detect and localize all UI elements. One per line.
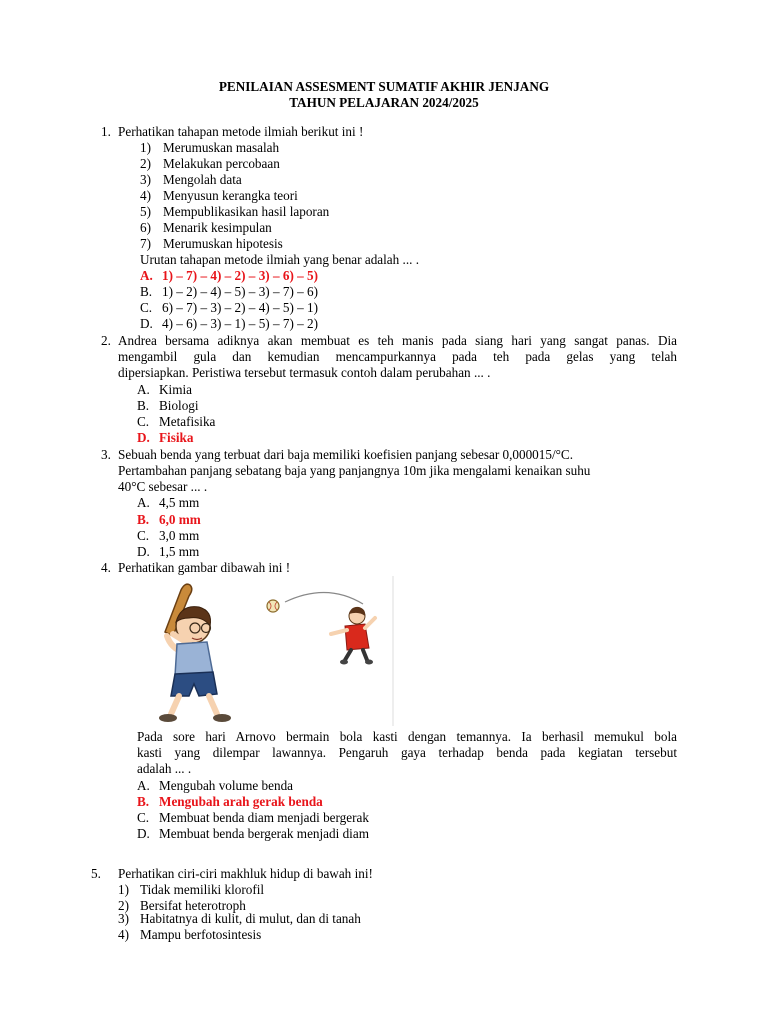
option-letter: A. xyxy=(137,382,150,397)
step-text: Merumuskan masalah xyxy=(163,140,280,155)
passage-line: Pada sore hari Arnovo bermain bola kasti dengan temannya. Ia berhasil memukul bola xyxy=(137,729,677,744)
option-text: Mengubah volume benda xyxy=(159,778,294,793)
option-letter: D. xyxy=(140,316,153,331)
option-text: Biologi xyxy=(159,398,199,413)
option-letter-correct: A. xyxy=(140,268,153,283)
option-letter: A. xyxy=(137,778,150,793)
step-number: 6) xyxy=(140,220,151,235)
question-stem-line: Pertambahan panjang sebatang baja yang panjangnya 10m jika mengalami kenaikan suhu xyxy=(118,463,591,478)
step-number: 2) xyxy=(140,156,151,171)
option-letter: C. xyxy=(140,300,153,315)
question-stem-line: Andrea bersama adiknya akan membuat es teh manis pada siang hari yang sangat panas. Dia xyxy=(118,333,677,348)
question-number: 1. xyxy=(101,124,111,139)
ball-icon xyxy=(267,600,279,612)
option-text: 1) – 2) – 4) – 5) – 3) – 7) – 6) xyxy=(162,284,319,299)
option-text: 1,5 mm xyxy=(159,544,200,559)
question-stem-line: dipersiapkan. Peristiwa tersebut termasuk contoh dalam perubahan ... . xyxy=(118,365,491,380)
option-text-correct: Mengubah arah gerak benda xyxy=(159,794,323,809)
step-text: Merumuskan hipotesis xyxy=(163,236,283,251)
step-number: 5) xyxy=(140,204,151,219)
step-text: Melakukan percobaan xyxy=(163,156,280,171)
option-text: Membuat benda bergerak menjadi diam xyxy=(159,826,369,841)
item-number: 2) xyxy=(118,898,129,913)
option-letter: A. xyxy=(137,495,150,510)
step-number: 7) xyxy=(140,236,151,251)
passage-line: adalah ... . xyxy=(137,761,192,776)
step-text: Mempublikasikan hasil laporan xyxy=(163,204,330,219)
step-text: Menyusun kerangka teori xyxy=(163,188,298,203)
item-text: Tidak memiliki klorofil xyxy=(140,882,265,897)
step-number: 4) xyxy=(140,188,151,203)
question-stem: Perhatikan tahapan metode ilmiah berikut ini ! xyxy=(118,124,364,139)
option-text-correct: Fisika xyxy=(159,430,194,445)
question-stem-line: mengambil gula dan kemudian mencampurkannya pada teh pada gelas yang telah xyxy=(118,349,677,364)
step-number: 3) xyxy=(140,172,151,187)
question-stem: Perhatikan ciri-ciri makhluk hidup di bawah ini! xyxy=(118,866,373,881)
question-stem: Perhatikan gambar dibawah ini ! xyxy=(118,560,291,575)
step-number: 1) xyxy=(140,140,151,155)
option-letter: C. xyxy=(137,414,150,429)
option-text: Kimia xyxy=(159,382,192,397)
question-number: 5. xyxy=(91,866,101,881)
question-stem-line: Sebuah benda yang terbuat dari baja memiliki koefisien panjang sebesar 0,000015/°C. xyxy=(118,447,573,462)
item-text: Habitatnya di kulit, di mulut, dan di tanah xyxy=(140,911,361,926)
option-letter: B. xyxy=(140,284,153,299)
question-number: 3. xyxy=(101,447,111,462)
step-text: Mengolah data xyxy=(163,172,242,187)
document-title: PENILAIAN ASSESMENT SUMATIF AKHIR JENJANG xyxy=(218,79,550,94)
option-letter: C. xyxy=(137,810,150,825)
question-stem-line: 40°C sebesar ... . xyxy=(118,479,208,494)
option-text-correct: 1) – 7) – 4) – 2) – 3) – 6) – 5) xyxy=(162,268,319,283)
question-number: 2. xyxy=(101,333,111,348)
passage-line: kasti yang dilempar lawannya. Pengaruh gaya terhadap benda pada kegiatan tersebut xyxy=(137,745,677,760)
option-letter: B. xyxy=(137,398,150,413)
option-text: Metafisika xyxy=(159,414,216,429)
option-text: 3,0 mm xyxy=(159,528,200,543)
option-letter-correct: D. xyxy=(137,430,150,445)
option-letter-correct: B. xyxy=(137,794,150,809)
option-text-correct: 6,0 mm xyxy=(159,512,201,527)
option-text: Membuat benda diam menjadi bergerak xyxy=(159,810,369,825)
option-text: 6) – 7) – 3) – 2) – 4) – 5) – 1) xyxy=(162,300,319,315)
question-prompt: Urutan tahapan metode ilmiah yang benar adalah ... . xyxy=(140,252,420,267)
item-number: 3) xyxy=(118,911,129,926)
item-number: 4) xyxy=(118,927,129,942)
option-text: 4) – 6) – 3) – 1) – 5) – 7) – 2) xyxy=(162,316,319,331)
option-letter: C. xyxy=(137,528,150,543)
item-text: Bersifat heterotroph xyxy=(140,898,246,913)
option-letter: D. xyxy=(137,544,150,559)
option-letter-correct: B. xyxy=(137,512,150,527)
option-text: 4,5 mm xyxy=(159,495,200,510)
step-text: Menarik kesimpulan xyxy=(163,220,272,235)
baseball-illustration xyxy=(137,576,395,726)
item-text: Mampu berfotosintesis xyxy=(140,927,262,942)
document-subtitle: TAHUN PELAJARAN 2024/2025 xyxy=(289,95,479,110)
question-number: 4. xyxy=(101,560,111,575)
option-letter: D. xyxy=(137,826,150,841)
item-number: 1) xyxy=(118,882,129,897)
